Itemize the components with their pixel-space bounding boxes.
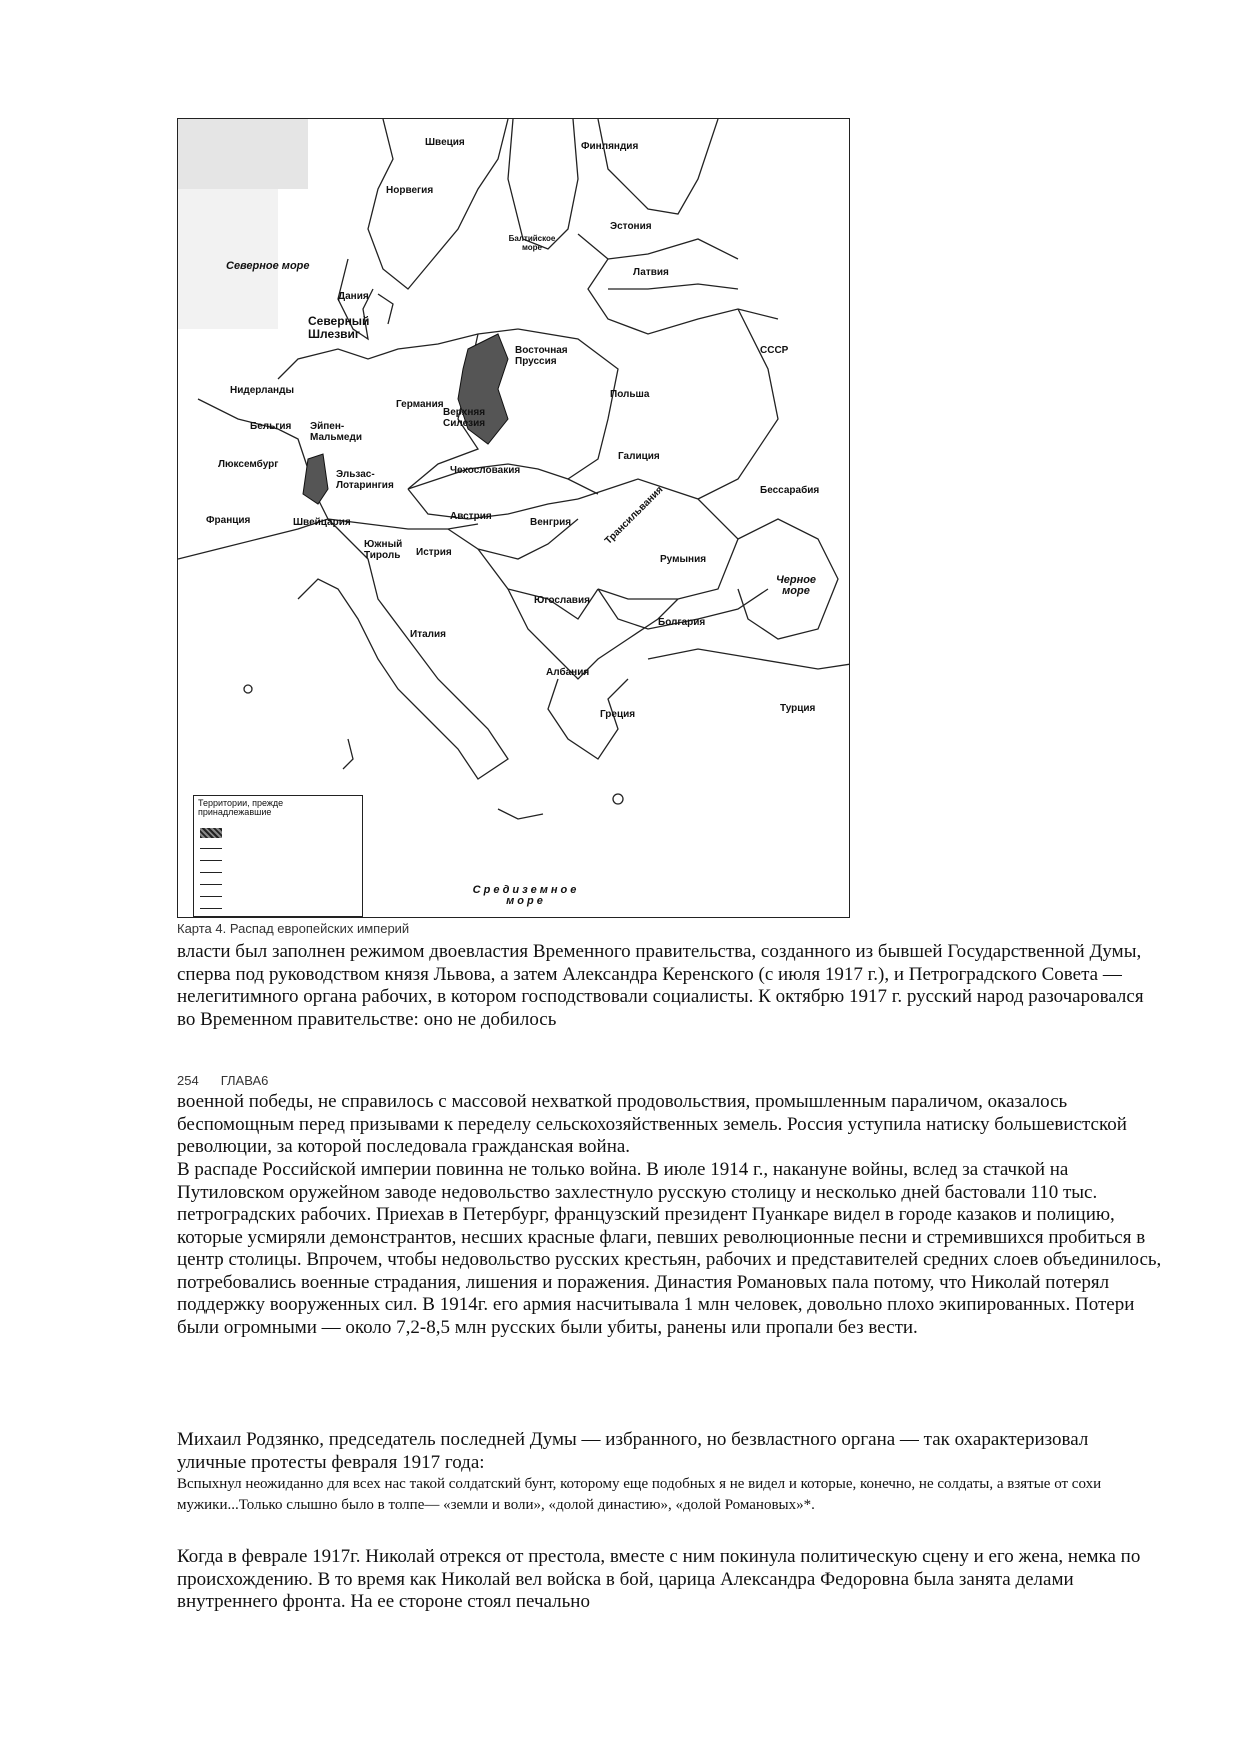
map-figure [177,118,850,918]
map-label-alsace-lorraine: Эльзас-Лотарингия [336,469,394,491]
map-label-finland: Финляндия [581,141,639,152]
map-label-romania: Румыния [660,554,707,565]
map-legend [193,795,363,917]
map-label-upper-silesia: Верхняя Силезия [443,407,486,429]
legend-swatch-line [200,872,222,873]
map-label-eupen-malmedy: Эйпен-Мальмеди [310,421,362,443]
map-label-switzerland: Швейцария [293,517,351,528]
map-label-black-sea: Черное море [775,574,817,597]
map-label-north-sea: Северное море [226,260,310,272]
map-label-galicia: Галиция [618,451,660,462]
map-label-ussr: СССР [760,345,789,356]
map-caption: Карта 4. Распад европейских империй [177,921,410,936]
map-label-east-prussia: Восточная Пруссия [515,345,568,367]
page-header [177,1073,268,1088]
map-label-belgium: Бельгия [250,421,292,432]
map-label-austria: Австрия [450,511,492,522]
map-label-bulgaria: Болгария [658,617,706,628]
map-label-south-tyrol: Южный Тироль [364,539,403,561]
map-label-transylvania: Трансильвания [603,484,666,547]
page-number: 254 [177,1073,199,1088]
map-label-czechoslovakia: Чехословакия [450,465,521,476]
map-label-norway: Норвегия [386,185,434,196]
map-label-mediterranean: Средиземное море [472,884,580,907]
legend-swatch-hatched [200,828,222,838]
map-label-albania: Албания [546,667,590,678]
quote-block: Вспыхнул неожиданно для всех нас такой солдатский бунт, которому еще подобных я не видел и которые, конечно, не солдаты, а взятые от сохи мужики...Только слышно было в толпе— «земли и воли», «долой династию», «долой Романовых»*. [177,1476,1102,1513]
map-label-italy: Италия [410,629,446,640]
map-label-latvia: Латвия [633,267,669,278]
paragraph-3: В распаде Российской империи повинна не только война. В июле 1914 г., накануне войны, вслед за стачкой на Путиловском оружейном заводе недовольство захлестнуло русскую столицу и несколько дней бастовали 110 тыс. петроградских рабочих. Приехав в Петербург, французский президент Пуанкаре видел в городе казаков и полицию, которые усмиряли демонстрантов, несших красные флаги, певших революционные песни и стремившихся пробиться в центр столицы. Впрочем, чтобы недовольство русских крестьян, рабочих и представителей средних слоев объединилось, потребовались военные страдания, лишения и поражения. Династия Романовых пала потому, что Николай потерял поддержку вооруженных сил. В 1914г. его армия насчитывала 1 млн человек, довольно плохо экипированных. Потери были огромными — около 7,2-8,5 млн русских были убиты, ранены или пропали без вести. [177,1159,1162,1338]
map-label-greece: Греция [600,709,636,720]
map-label-estonia: Эстония [610,221,652,232]
map-label-istria: Истрия [416,547,452,558]
legend-swatch-line [200,908,222,909]
legend-swatch-line [200,848,222,849]
map-label-denmark: Дания [338,291,369,302]
paragraph-2: военной победы, не справилось с массовой нехваткой продовольствия, промышленным параличом, оказалось беспомощным перед призывами к переделу сельскохозяйственных земель. Россия уступила натиску большевистской революции, за которой последовала гражданская война. [177,1091,1127,1157]
map-label-turkey: Турция [780,703,816,714]
paragraph-4: Михаил Родзянко, председатель последней Думы — избранного, но безвластного органа — так охарактеризовал уличные протесты февраля 1917 года: [177,1429,1089,1473]
paragraph-5: Когда в феврале 1917г. Николай отрекся от престола, вместе с ним покинула политическую сцену и его жена, немка по происхождению. В то время как Николай вел войска в бой, царица Александра Федоровна была занята делами внутреннего фронта. На ее стороне стоял печально [177,1546,1141,1612]
legend-swatch-line [200,896,222,897]
map-label-luxembourg: Люксембург [218,459,279,470]
chapter-label: ГЛАВА6 [220,1073,269,1088]
map-label-yugoslavia: Югославия [534,595,590,606]
map-label-france: Франция [206,515,251,526]
map-label-poland: Польша [610,389,650,400]
legend-swatch-line [200,884,222,885]
map-label-north-schleswig: Северный Шлезвиг [308,314,370,341]
legend-title: Территории, прежде принадлежавшие [198,798,284,817]
paragraph-1: власти был заполнен режимом двоевластия Временного правительства, созданного из бывшей Государственной Думы, сперва под руководством князя Львова, а затем Александра Керенского (с июля 1917 г.), и Петроградского Совета — нелегитимного органа рабочих, в котором господствовали социалисты. К октябрю 1917 г. русский народ разочаровался во Временном правительстве: оно не добилось [177,941,1144,1030]
map-label-baltic-sea: Балтийское море [508,234,556,252]
map-label-sweden: Швеция [425,137,465,148]
map-label-hungary: Венгрия [530,517,572,528]
map-label-germany: Германия [396,399,444,410]
legend-swatch-line [200,860,222,861]
map-label-bessarabia: Бессарабия [760,485,820,496]
map-label-netherlands: Нидерланды [230,385,294,396]
